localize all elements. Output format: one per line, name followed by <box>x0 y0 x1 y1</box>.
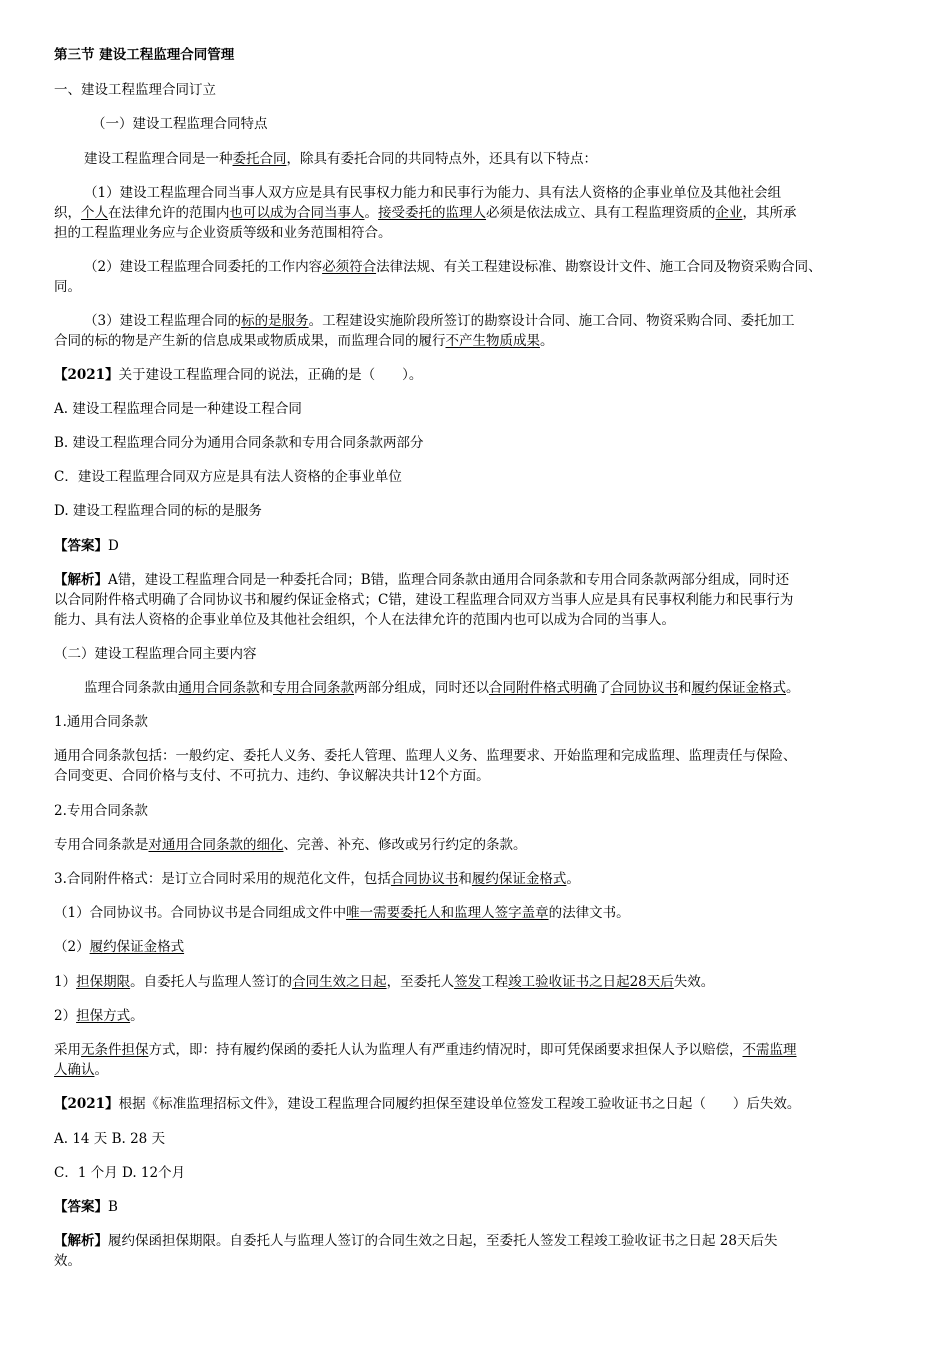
paragraph-9: （2）履约保证金格式 <box>54 939 185 955</box>
paragraph-1-line-1: （1）建设工程监理合同当事人双方应是具有民事权力能力和民事行为能力、具有法人资格的企事业单位及其他社会组 <box>84 185 782 201</box>
heading-special-clauses: 2.专用合同条款 <box>54 803 148 819</box>
question-1-answer: 【答案】D <box>54 538 119 554</box>
question-2-analysis-line-1: 【解析】履约保函担保期限。自委托人与监理人签订的合同生效之日起，至委托人签发工程竣工验收证书之日起 28天后失 <box>54 1233 778 1249</box>
paragraph-2-line-1: （2）建设工程监理合同委托的工作内容必须符合法律法规、有关工程建设标准、勘察设计文件、施工合同及物资采购合同、 <box>84 259 822 275</box>
paragraph-10: 1）担保期限。自委托人与监理人签订的合同生效之日起，至委托人签发工程竣工验收证书之日起28天后失效。 <box>54 974 715 990</box>
subheading-main-content: （二）建设工程监理合同主要内容 <box>54 646 257 662</box>
question-2-options-cd: C．1 个月 D. 12个月 <box>54 1165 186 1181</box>
question-1-option-d: D. 建设工程监理合同的标的是服务 <box>54 503 262 519</box>
question-2-stem: 【2021】根据《标准监理招标文件》，建设工程监理合同履约担保至建设单位签发工程竣工验收证书之日起（ ）后失效。 <box>54 1096 801 1112</box>
question-1-option-c: C．建设工程监理合同双方应是具有法人资格的企事业单位 <box>54 469 402 485</box>
paragraph-6: 专用合同条款是对通用合同条款的细化、完善、补充、修改或另行约定的条款。 <box>54 837 527 853</box>
heading-general-clauses: 1.通用合同条款 <box>54 714 148 730</box>
paragraph-5-line-1: 通用合同条款包括：一般约定、委托人义务、委托人管理、监理人义务、监理要求、开始监理和完成监理、监理责任与保险、 <box>54 748 797 764</box>
paragraph-7: 3.合同附件格式：是订立合同时采用的规范化文件，包括合同协议书和履约保证金格式。 <box>54 871 580 887</box>
question-1-stem: 【2021】关于建设工程监理合同的说法，正确的是（ ）。 <box>54 367 423 383</box>
question-1-analysis-line-1: 【解析】A错，建设工程监理合同是一种委托合同；B错，监理合同条款由通用合同条款和专用合同条款两部分组成，同时还 <box>54 572 790 588</box>
paragraph-4: 监理合同条款由通用合同条款和专用合同条款两部分组成，同时还以合同附件格式明确了合同协议书和履约保证金格式。 <box>84 680 800 696</box>
question-2-answer: 【答案】B <box>54 1199 118 1215</box>
paragraph-1-line-3: 担的工程监理业务应与企业资质等级和业务范围相符合。 <box>54 225 392 241</box>
subheading-characteristics: （一）建设工程监理合同特点 <box>92 116 268 132</box>
paragraph-1-line-2: 织，个人在法律允许的范围内也可以成为合同当事人。接受委托的监理人必须是依法成立、具有工程监理资质的企业，其所承 <box>54 205 797 221</box>
year-tag: 【2021】 <box>54 1096 119 1112</box>
section-title: 第三节 建设工程监理合同管理 <box>54 47 235 63</box>
paragraph-12-line-1: 采用无条件担保方式，即：持有履约保函的委托人认为监理人有严重违约情况时，即可凭保函要求担保人予以赔偿，不需监理 <box>54 1042 797 1058</box>
intro-paragraph: 建设工程监理合同是一种委托合同，除具有委托合同的共同特点外，还具有以下特点： <box>84 151 597 167</box>
heading-contract-signing: 一、建设工程监理合同订立 <box>54 82 216 98</box>
question-2-options-ab: A. 14 天 B. 28 天 <box>54 1131 166 1147</box>
question-2-analysis-line-2: 效。 <box>54 1253 81 1269</box>
question-1-analysis-line-3: 能力、具有法人资格的企事业单位及其他社会组织，个人在法律允许的范围内也可以成为合同的当事人。 <box>54 612 675 628</box>
question-1-analysis-line-2: 以合同附件格式明确了合同协议书和履约保证金格式；C错，建设工程监理合同双方当事人应是具有民事权利能力和民事行为 <box>54 592 794 608</box>
question-1-option-b: B. 建设工程监理合同分为通用合同条款和专用合同条款两部分 <box>54 435 424 451</box>
question-1-option-a: A. 建设工程监理合同是一种建设工程合同 <box>54 401 302 417</box>
paragraph-3-line-1: （3）建设工程监理合同的标的是服务。工程建设实施阶段所签订的勘察设计合同、施工合同、物资采购合同、委托加工 <box>84 313 795 329</box>
paragraph-11: 2）担保方式。 <box>54 1008 144 1024</box>
paragraph-5-line-2: 合同变更、合同价格与支付、不可抗力、违约、争议解决共计12个方面。 <box>54 768 490 784</box>
paragraph-8: （1）合同协议书。合同协议书是合同组成文件中唯一需要委托人和监理人签字盖章的法律文书。 <box>54 905 630 921</box>
paragraph-2-line-2: 同。 <box>54 279 81 295</box>
paragraph-12-line-2: 人确认。 <box>54 1062 108 1078</box>
year-tag: 【2021】 <box>54 367 119 383</box>
paragraph-3-line-2: 合同的标的物是产生新的信息成果或物质成果，而监理合同的履行不产生物质成果。 <box>54 333 554 349</box>
